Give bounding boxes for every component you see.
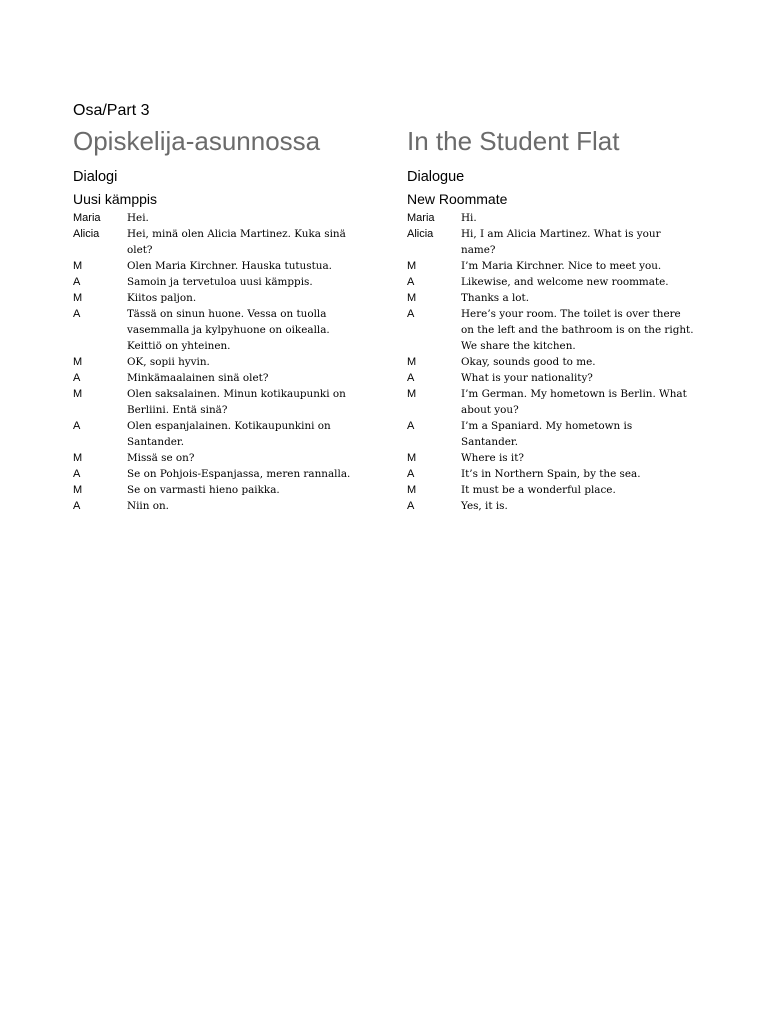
speaker-label (407, 434, 461, 450)
dialogue-line (407, 258, 707, 274)
speaker-label (407, 338, 461, 354)
dialogue-line (407, 482, 707, 498)
speaker-label: Alicia (73, 228, 100, 240)
line-text: Niin on. (127, 500, 169, 512)
speaker-label (73, 338, 127, 354)
line-text: Hei. (127, 212, 149, 224)
dialogue-line (73, 498, 373, 514)
speaker-label: A (407, 420, 415, 432)
speaker-label: M (407, 484, 417, 496)
dialogue-line (73, 274, 373, 290)
speaker-label: Alicia (407, 228, 434, 240)
finnish-dialogue-subtitle: Uusi kämppis (73, 191, 158, 207)
speaker-label: A (73, 500, 81, 512)
speaker-label: A (407, 468, 415, 480)
speaker-label: A (73, 276, 81, 288)
line-text: I’m Maria Kirchner. Nice to meet you. (461, 260, 662, 272)
english-dialogue-lines (407, 210, 707, 514)
speaker-label: M (407, 260, 417, 272)
line-text: It’s in Northern Spain, by the sea. (461, 468, 641, 480)
finnish-section-heading: Dialogi (73, 169, 118, 185)
line-text: olet? (127, 244, 153, 256)
line-text: Hi. (461, 212, 477, 224)
dialogue-line (407, 290, 707, 306)
line-text: Minkämaalainen sinä olet? (127, 372, 269, 384)
speaker-label: Maria (407, 212, 435, 224)
speaker-label: M (407, 452, 417, 464)
dialogue-line (73, 354, 373, 370)
line-text: OK, sopii hyvin. (127, 356, 210, 368)
dialogue-line (407, 402, 707, 418)
speaker-label: M (73, 388, 83, 400)
dialogue-line (73, 306, 373, 322)
english-section-heading: Dialogue (407, 169, 465, 185)
dialogue-line (73, 370, 373, 386)
dialogue-line (407, 306, 707, 322)
dialogue-line (407, 242, 707, 258)
part-label: Osa/Part 3 (73, 102, 150, 119)
line-text: Yes, it is. (461, 500, 508, 512)
speaker-label: Maria (73, 212, 101, 224)
dialogue-line (407, 338, 707, 354)
line-text: Thanks a lot. (461, 292, 529, 304)
line-text: Keittiö on yhteinen. (127, 340, 231, 352)
dialogue-line (407, 418, 707, 434)
line-text: Okay, sounds good to me. (461, 356, 596, 368)
speaker-label: M (73, 292, 83, 304)
finnish-dialogue-lines (73, 210, 373, 514)
speaker-label (73, 242, 127, 258)
dialogue-line (407, 226, 707, 242)
dialogue-line (73, 258, 373, 274)
dialogue-line (73, 290, 373, 306)
line-text: vasemmalla ja kylpyhuone on oikealla. (127, 324, 330, 336)
line-text: Santander. (127, 436, 184, 448)
dialogue-line (407, 274, 707, 290)
line-text: Kiitos paljon. (127, 292, 197, 304)
speaker-label (73, 322, 127, 338)
line-text: What is your nationality? (461, 372, 593, 384)
line-text: name? (461, 244, 496, 256)
speaker-label: M (407, 356, 417, 368)
dialogue-line (407, 322, 707, 338)
speaker-label (73, 402, 127, 418)
dialogue-line (73, 322, 373, 338)
line-text: Likewise, and welcome new roommate. (461, 276, 669, 288)
speaker-label (407, 322, 461, 338)
line-text: Olen saksalainen. Minun kotikaupunki on (127, 388, 346, 400)
line-text: I’m German. My hometown is Berlin. What (461, 388, 687, 400)
speaker-label: A (73, 468, 81, 480)
line-text: It must be a wonderful place. (461, 484, 616, 496)
line-text: Hei, minä olen Alicia Martinez. Kuka sinä (127, 228, 346, 240)
dialogue-line (73, 434, 373, 450)
line-text: Se on varmasti hieno paikka. (127, 484, 280, 496)
speaker-label: A (73, 308, 81, 320)
speaker-label: M (73, 484, 83, 496)
english-column (407, 124, 707, 514)
dialogue-line (407, 210, 707, 226)
line-text: Se on Pohjois-Espanjassa, meren rannalla. (127, 468, 351, 480)
speaker-label: M (73, 452, 83, 464)
dialogue-line (73, 386, 373, 402)
speaker-label (407, 242, 461, 258)
finnish-column (73, 124, 373, 514)
dialogue-line (407, 370, 707, 386)
speaker-label: A (407, 276, 415, 288)
line-text: Berliini. Entä sinä? (127, 404, 228, 416)
dialogue-line (73, 242, 373, 258)
speaker-label: M (73, 260, 83, 272)
dialogue-line (73, 338, 373, 354)
english-title: In the Student Flat (407, 126, 620, 156)
speaker-label (407, 402, 461, 418)
line-text: I’m a Spaniard. My hometown is (461, 420, 633, 432)
line-text: Hi, I am Alicia Martinez. What is your (461, 228, 661, 240)
dialogue-line (73, 466, 373, 482)
dialogue-line (73, 418, 373, 434)
line-text: Santander. (461, 436, 518, 448)
line-text: We share the kitchen. (461, 340, 576, 352)
dialogue-line (407, 450, 707, 466)
dialogue-line (407, 466, 707, 482)
dialogue-line (407, 498, 707, 514)
speaker-label: A (407, 500, 415, 512)
speaker-label: A (73, 420, 81, 432)
line-text: Samoin ja tervetuloa uusi kämppis. (127, 276, 313, 288)
finnish-title: Opiskelija-asunnossa (73, 126, 321, 156)
dialogue-line (73, 482, 373, 498)
speaker-label: M (407, 388, 417, 400)
speaker-label: A (407, 372, 415, 384)
line-text: Tässä on sinun huone. Vessa on tuolla (127, 308, 327, 320)
line-text: Missä se on? (127, 452, 195, 464)
dialogue-line (407, 434, 707, 450)
dialogue-line (73, 450, 373, 466)
english-dialogue-subtitle: New Roommate (407, 191, 508, 207)
dialogue-line (73, 226, 373, 242)
speaker-label: A (73, 372, 81, 384)
speaker-label: A (407, 308, 415, 320)
line-text: Where is it? (461, 452, 524, 464)
line-text: Olen espanjalainen. Kotikaupunkini on (127, 420, 331, 432)
line-text: Here’s your room. The toilet is over there (461, 308, 681, 320)
speaker-label: M (73, 356, 83, 368)
line-text: Olen Maria Kirchner. Hauska tutustua. (127, 260, 332, 272)
dialogue-line (73, 402, 373, 418)
dialogue-line (73, 210, 373, 226)
dialogue-line (407, 386, 707, 402)
speaker-label: M (407, 292, 417, 304)
dialogue-line (407, 354, 707, 370)
line-text: on the left and the bathroom is on the right. (461, 324, 694, 336)
line-text: about you? (461, 404, 519, 416)
speaker-label (73, 434, 127, 450)
